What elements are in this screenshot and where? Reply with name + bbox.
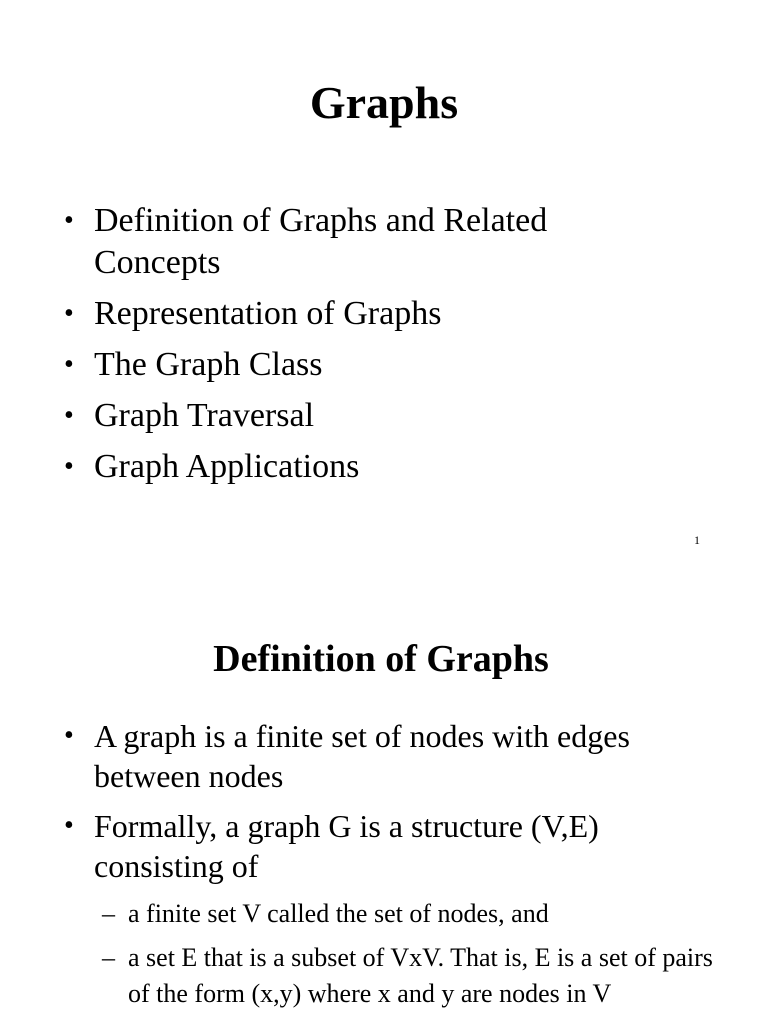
bullet-icon: • [64,400,74,431]
bullet-text: The Graph Class [94,346,323,383]
sub-bullet-list [0,896,728,1020]
bullet-item [0,200,634,284]
bullet-text: Definition of Graphs and Related Concepts [94,202,548,281]
bullet-text: Graph Applications [94,448,360,485]
bullet-icon: • [64,810,74,841]
bullet-icon: • [64,298,74,329]
bullet-list [0,716,674,896]
bullet-item [0,344,634,386]
bullet-text: Graph Traversal [94,397,315,434]
bullet-icon: • [64,720,74,751]
dash-icon: – [102,899,115,928]
bullet-icon: • [64,205,74,236]
bullet-item [0,806,674,886]
bullet-text: A graph is a finite set of nodes with edges between nodes [94,718,630,794]
bullet-item [0,716,674,796]
bullet-icon: • [64,349,74,380]
bullet-item [0,395,634,437]
bullet-text: Representation of Graphs [94,295,442,332]
bullet-text: Formally, a graph G is a structure (V,E) consisting of [94,808,599,884]
page-number: 1 [694,533,700,547]
bullet-item [0,293,634,335]
sub-bullet-item [0,896,728,932]
sub-bullet-text: a set E that is a subset of VxV. That is, E is a set of pairs of the form (x,y) where x and y are nodes in V [128,943,713,1008]
bullet-icon: • [64,451,74,482]
slide-title: Graphs [309,77,459,128]
bullet-list [0,200,634,497]
dash-icon: – [102,943,115,972]
bullet-item [0,446,634,488]
slide-title: Definition of Graphs [213,638,549,680]
slide-2 [0,560,768,1024]
sub-bullet-item [0,940,728,1012]
sub-bullet-text: a finite set V called the set of nodes, and [128,899,549,928]
